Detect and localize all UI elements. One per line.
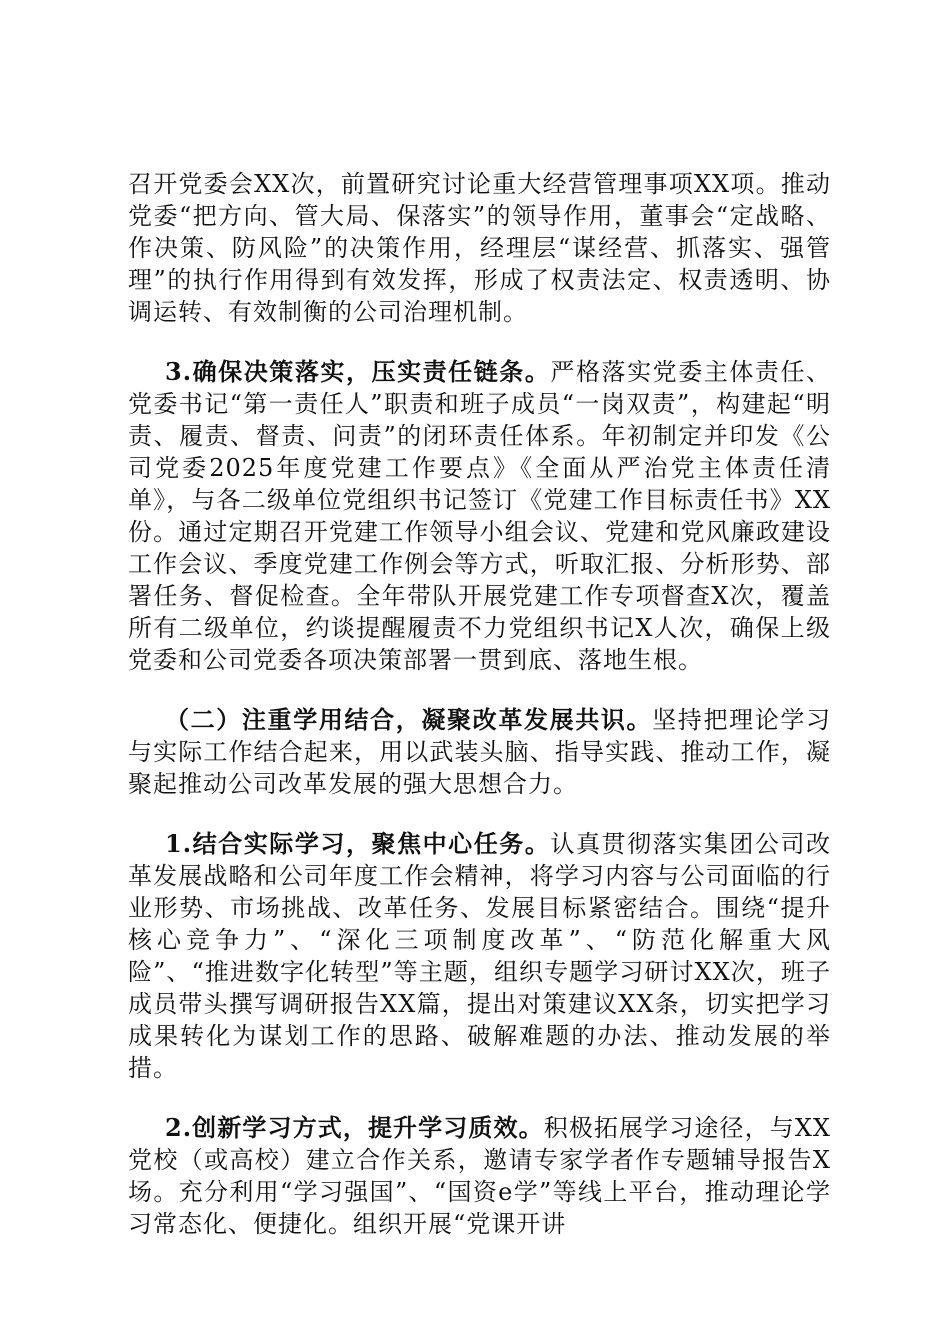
paragraph-5-heading: 2.创新学习方式，提升学习质效。	[165, 1113, 544, 1142]
paragraph-2-heading: 3.确保决策落实，压实责任链条。	[165, 357, 551, 386]
paragraph-3-heading: （二）注重学用结合，凝聚改革发展共识。	[165, 705, 653, 734]
paragraph-5-text: 积极拓展学习途径，与XX党校（或高校）建立合作关系，邀请专家学者作专题辅导报告X场。充分利用“学习强国”、“国资e学”等线上平台，推动理论学习常态化、便捷化。组织开展“党课开讲	[128, 1114, 831, 1238]
paragraph-2	[128, 356, 831, 676]
paragraph-3	[128, 704, 831, 800]
document-body	[128, 168, 831, 1268]
paragraph-1-text: 召开党委会XX次，前置研究讨论重大经营管理事项XX项。推动党委“把方向、管大局、保落实”的领导作用，董事会“定战略、作决策、防风险”的决策作用，经理层“谋经营、抓落实、强管理”的执行作用得到有效发挥，形成了权责法定、权责透明、协调运转、有效制衡的公司治理机制。	[128, 170, 831, 326]
paragraph-4-text: 认真贯彻落实集团公司改革发展战略和公司年度工作会精神，将学习内容与公司面临的行业形势、市场挑战、改革任务、发展目标紧密结合。围绕“提升核心竞争力”、“深化三项制度改革”、“防范化解重大风险”、“推进数字化转型”等主题，组织专题学习研讨XX次，班子成员带头撰写调研报告XX篇，提出对策建议XX条，切实把学习成果转化为谋划工作的思路、破解难题的办法、推动发展的举措。	[128, 830, 831, 1082]
paragraph-4	[128, 828, 831, 1084]
paragraph-1	[128, 168, 831, 328]
paragraph-4-heading: 1.结合实际学习，聚焦中心任务。	[165, 829, 551, 858]
paragraph-2-text: 严格落实党委主体责任、党委书记“第一责任人”职责和班子成员“一岗双责”，构建起“明责、履责、督责、问责”的闭环责任体系。年初制定并印发《公司党委2025年度党建工作要点》《全面从严治党主体责任清单》，与各二级单位党组织书记签订《党建工作目标责任书》XX份。通过定期召开党建工作领导小组会议、党建和党风廉政建设工作会议、季度党建工作例会等方式，听取汇报、分析形势、部署任务、督促检查。全年带队开展党建工作专项督查X次，覆盖所有二级单位，约谈提醒履责不力党组织书记X人次，确保上级党委和公司党委各项决策部署一贯到底、落地生根。	[128, 358, 831, 674]
paragraph-5	[128, 1112, 831, 1240]
paragraph-3-text: 坚持把理论学习与实际工作结合起来，用以武装头脑、指导实践、推动工作，凝聚起推动公司改革发展的强大思想合力。	[128, 706, 832, 798]
